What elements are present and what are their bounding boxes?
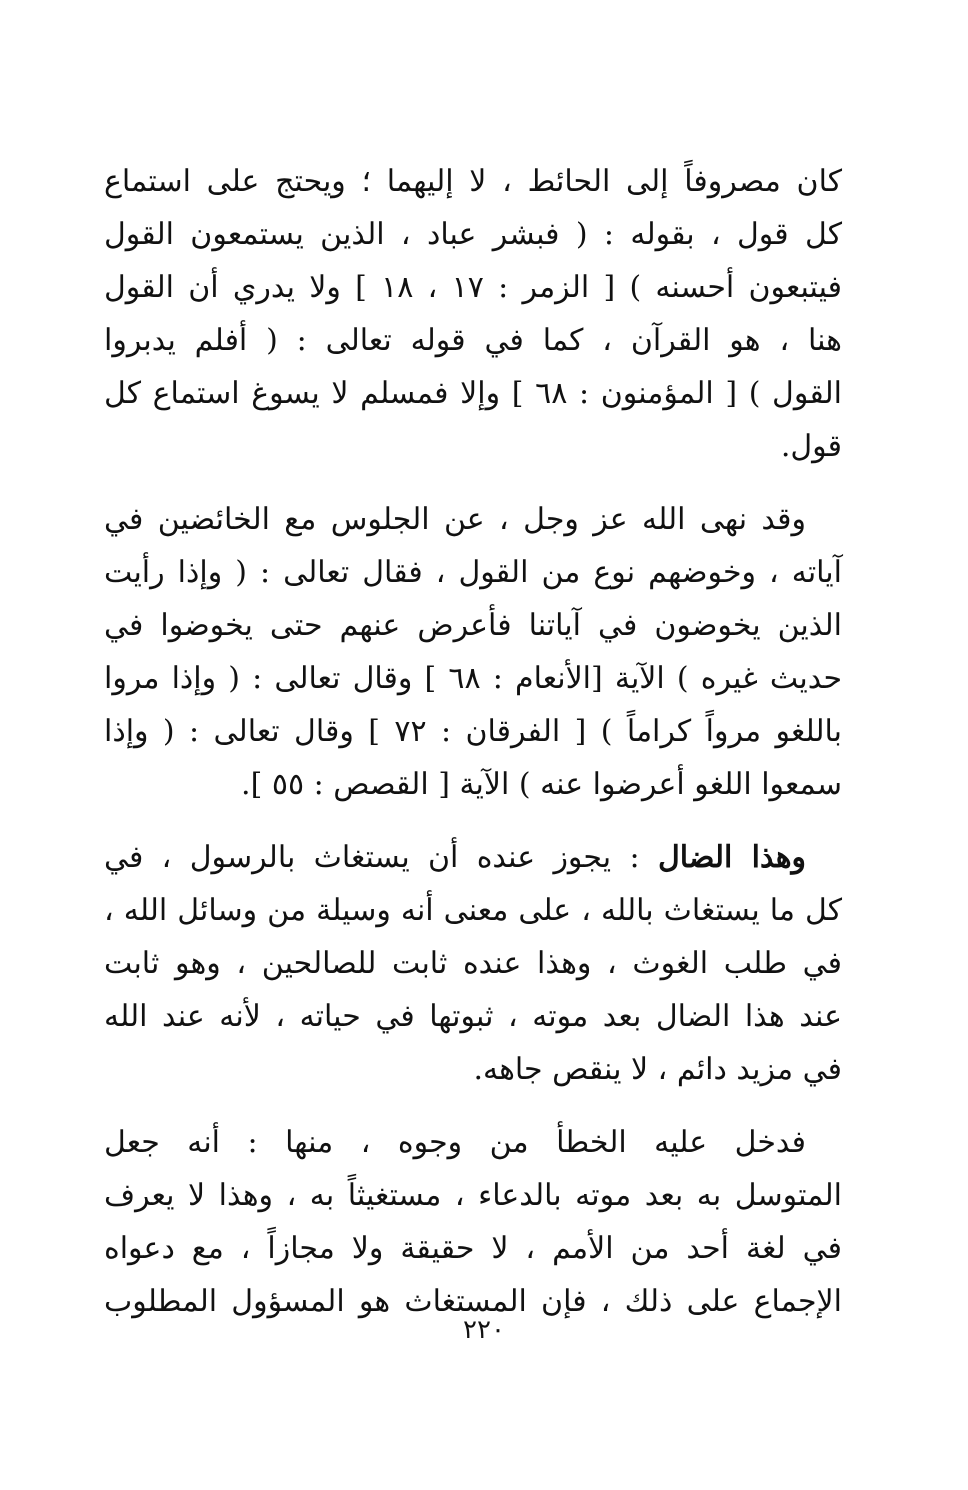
text-line: في لغة أحد من الأمم ، لا حقيقة ولا مجازاً ، مع دعواه	[104, 1231, 842, 1266]
text-line: عند هذا الضال بعد موته ، ثبوتها في حياته ، لأنه عند الله	[104, 999, 842, 1034]
text-line: الإجماع على ذلك ، فإن المستغاث هو المسؤول المطلوب	[104, 1284, 842, 1319]
text-line: سمعوا اللغو أعرضوا عنه ) الآية [ القصص : ٥٥ ].	[241, 767, 842, 802]
text-line: في طلب الغوث ، وهذا عنده ثابت للصالحين ، وهو ثابت	[104, 946, 842, 981]
body-text	[104, 155, 842, 1348]
text-line: المتوسل به بعد موته بالدعاء ، مستغيثاً به ، وهذا لا يعرف	[104, 1178, 842, 1213]
text-line: فيتبعون أحسنه ) [ الزمر : ١٧ ، ١٨ ] ولا يدري أن القول	[104, 270, 842, 305]
text-run: : يجوز عنده أن يستغاث بالرسول ، في	[104, 840, 640, 875]
paragraph-2-continued	[104, 546, 842, 811]
text-line: القول ) [ المؤمنون : ٦٨ ] وإلا فمسلم لا يسوغ استماع كل	[104, 376, 842, 411]
text-line: وقد نهى الله عز وجل ، عن الجلوس مع الخائضين في	[104, 502, 806, 537]
text-line: آياته ، وخوضهم نوع من القول ، فقال تعالى : ( وإذا رأيت	[104, 555, 842, 590]
paragraph-1	[104, 155, 842, 473]
paragraph-4	[104, 1116, 842, 1169]
text-line: كل ما يستغاث بالله ، على معنى أنه وسيلة من وسائل الله ،	[104, 893, 842, 928]
paragraph-3-continued	[104, 884, 842, 1096]
text-line: هنا ، هو القرآن ، كما في قوله تعالى : ( أفلم يدبروا	[104, 323, 842, 358]
text-line: الذين يخوضون في آياتنا فأعرض عنهم حتى يخوضوا في	[104, 608, 842, 643]
page-number: ٢٢٠	[463, 1315, 505, 1345]
paragraph-3	[104, 831, 842, 884]
paragraph-2	[104, 493, 842, 546]
text-line: باللغو مرواً كراماً ) [ الفرقان : ٧٢ ] وقال تعالى : ( وإذا	[104, 714, 843, 749]
paragraph-4-continued	[104, 1169, 842, 1328]
text-line	[104, 831, 806, 884]
text-line: كل قول ، بقوله : ( فبشر عباد ، الذين يستمعون القول	[104, 217, 842, 252]
text-line: كان مصروفاً إلى الحائط ، لا إليهما ؛ ويحتج على استماع	[104, 164, 842, 199]
text-line: فدخل عليه الخطأ من وجوه ، منها : أنه جعل	[104, 1125, 806, 1160]
text-line: قول.	[780, 429, 842, 464]
bold-lead-phrase: وهذا الضال	[657, 840, 806, 875]
text-line: حديث غيره ) الآية [الأنعام : ٦٨ ] وقال تعالى : ( وإذا مروا	[104, 661, 842, 696]
text-line: في مزيد دائم ، لا ينقص جاهه.	[473, 1052, 842, 1087]
